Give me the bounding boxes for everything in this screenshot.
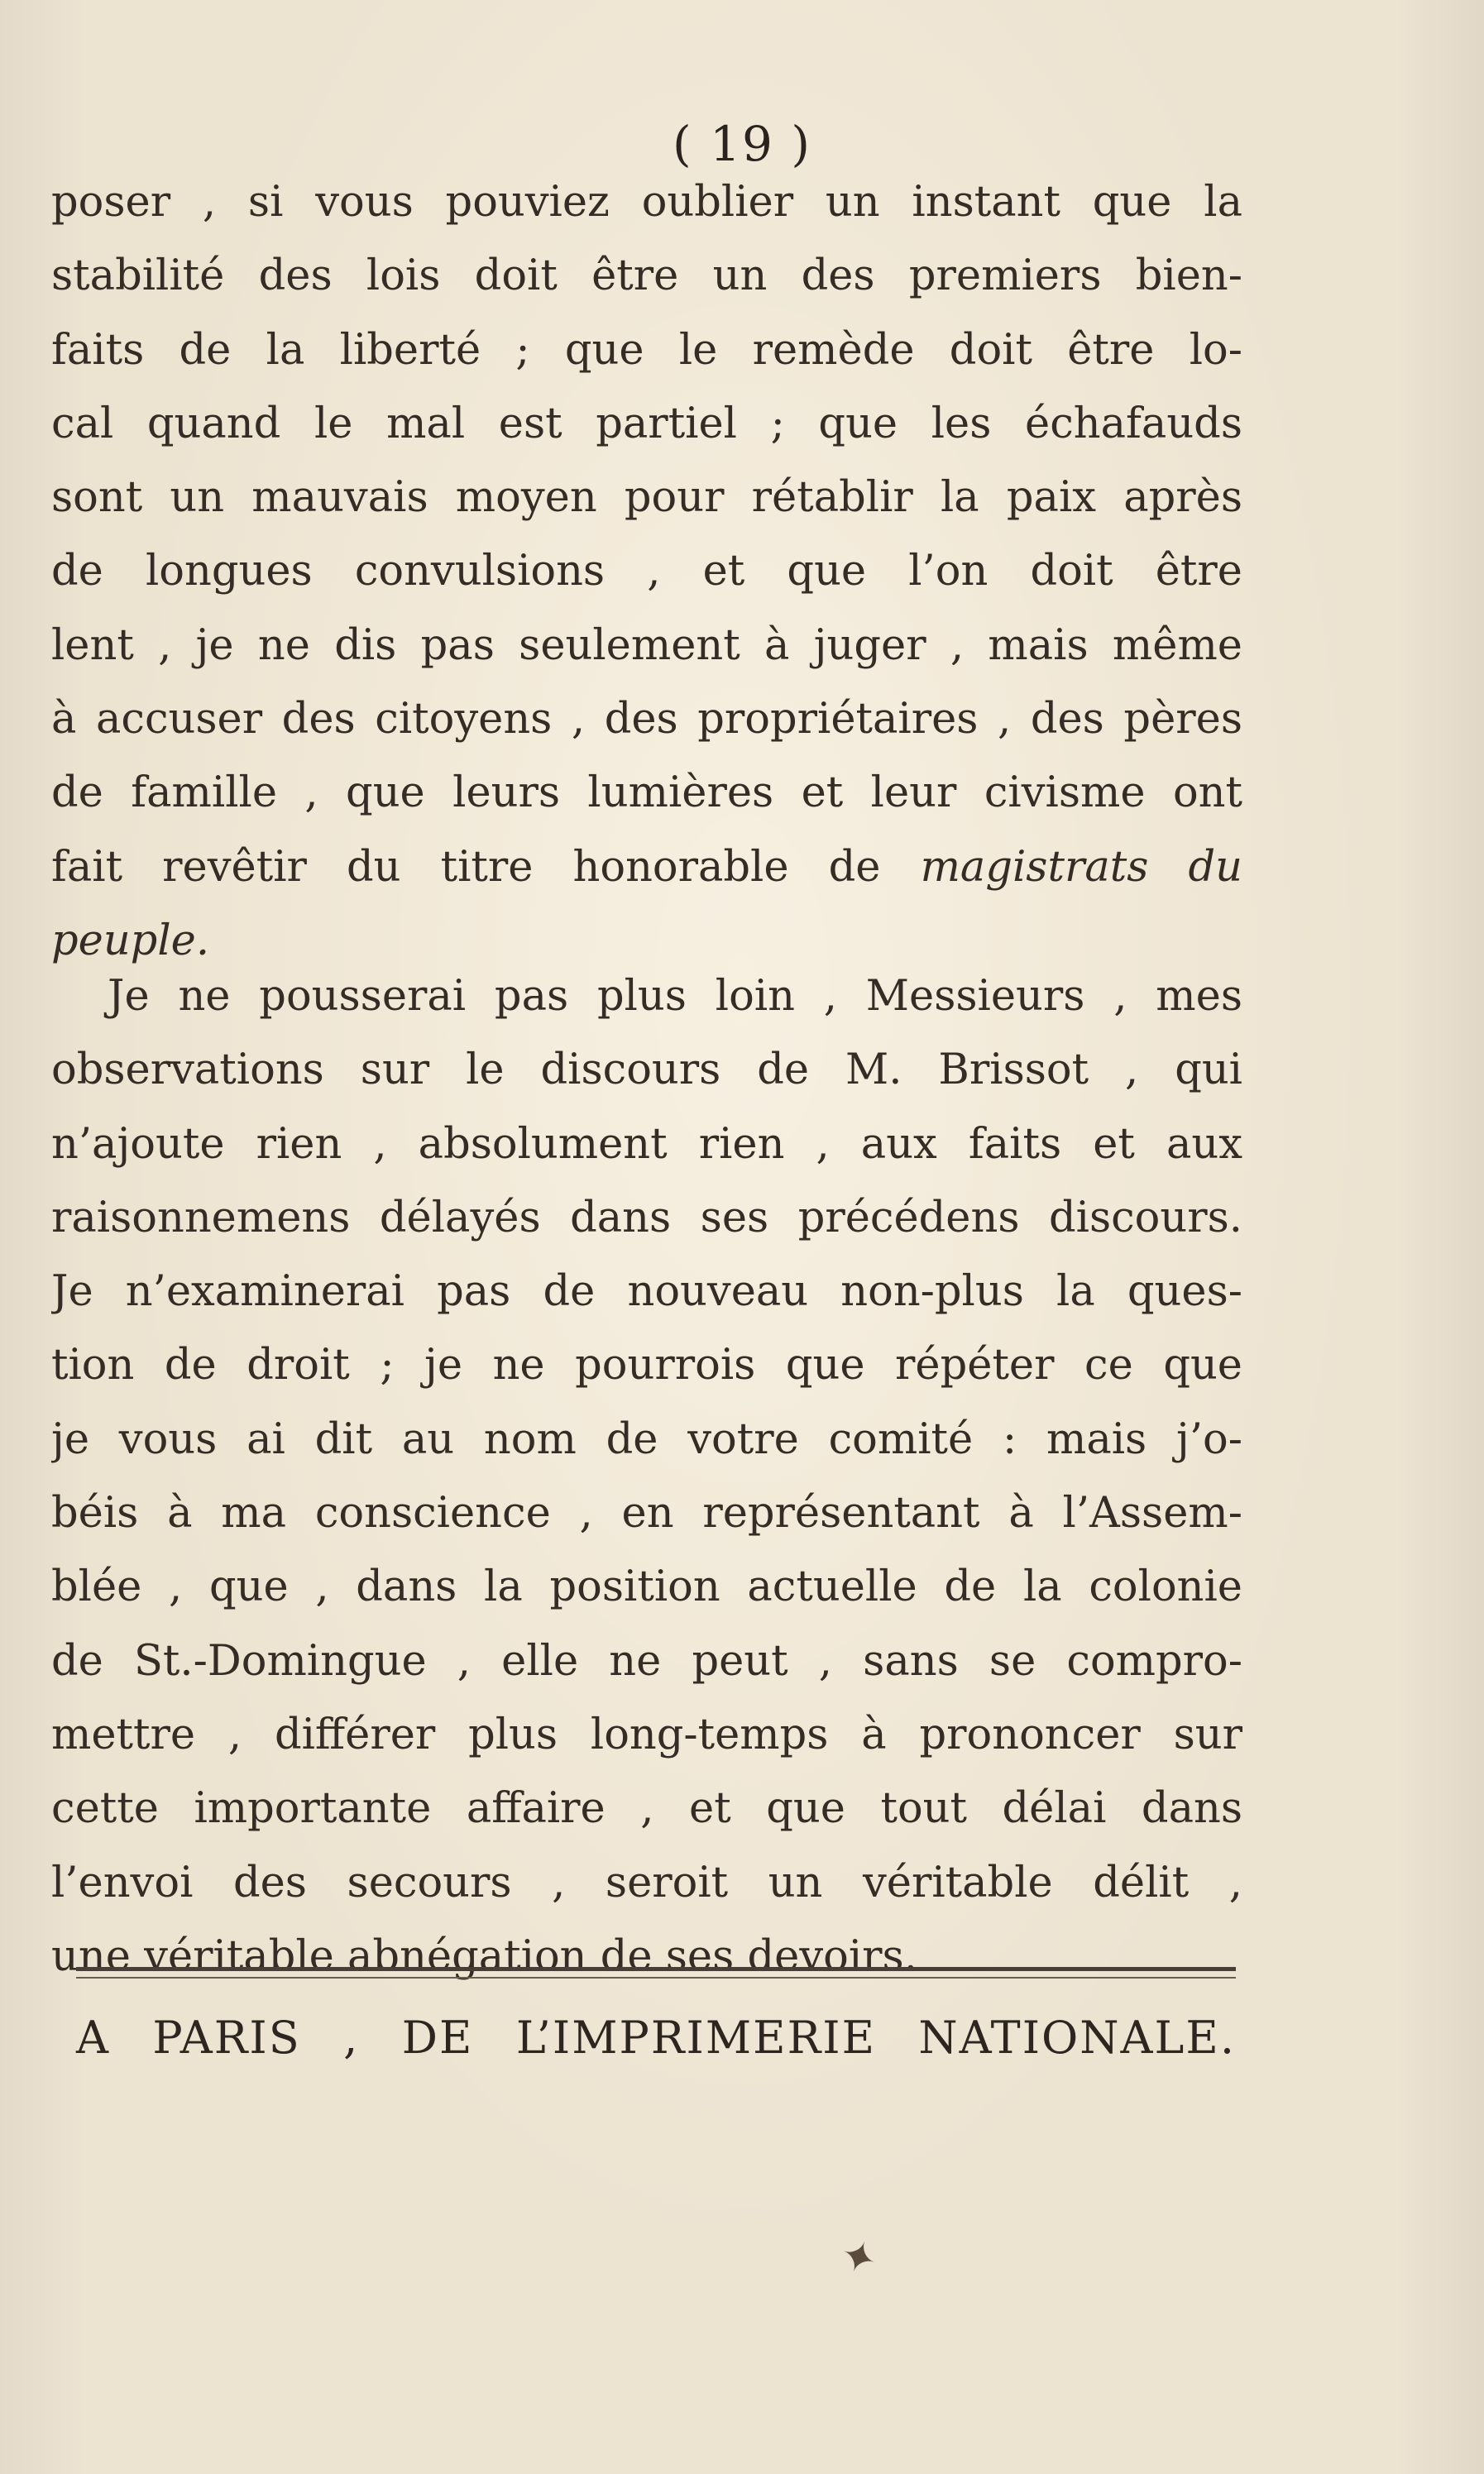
text-line: n’ajoute rien , absolument rien , aux faits et aux — [51, 1119, 1242, 1169]
text-line: sont un mauvais moyen pour rétablir la paix après — [51, 473, 1242, 523]
text-line: de famille , que leurs lumières et leur civisme ont — [51, 768, 1242, 818]
text-line: cette importante affaire , et que tout délai dans — [51, 1784, 1242, 1834]
page-number: ( 19 ) — [673, 116, 811, 172]
paragraph-1 — [51, 165, 1242, 978]
text-line-last: une véritable abnégation de ses devoirs. — [51, 1931, 917, 1981]
text-line: poser , si vous pouviez oublier un instant que la — [51, 178, 1242, 227]
text-line: lent , je ne dis pas seulement à juger , mais même — [51, 620, 1242, 670]
paragraph-2 — [51, 959, 1242, 1993]
text-line: à accuser des citoyens , des propriétaires , des pères — [51, 695, 1242, 744]
text-segment: fait revêtir du titre honorable de — [51, 842, 881, 892]
horizontal-rule-thin — [76, 1977, 1236, 1979]
text-line: béis à ma conscience , en représentant à l’Assem- — [51, 1489, 1242, 1538]
text-line: blée , que , dans la position actuelle de la colonie — [51, 1562, 1242, 1612]
italic-segment: peuple. — [51, 916, 210, 965]
text-line: cal quand le mal est partiel ; que les échafauds — [51, 399, 1242, 448]
horizontal-rule — [76, 1967, 1236, 1971]
text-line: de longues convulsions , et que l’on doit être — [51, 547, 1242, 596]
text-line: de St.-Domingue , elle ne peut , sans se compro- — [51, 1636, 1242, 1686]
text-line: stabilité des lois doit être un des premiers bien- — [51, 251, 1242, 301]
text-line: Je n’examinerai pas de nouveau non-plus la ques- — [51, 1267, 1242, 1317]
text-line-with-italic — [51, 830, 1242, 904]
text-line: raisonnemens délayés dans ses précédens discours. — [51, 1193, 1242, 1242]
text-line: mettre , différer plus long-temps à prononcer sur — [51, 1710, 1242, 1759]
text-line: Je ne pousserai pas plus loin , Messieurs , mes — [108, 972, 1242, 1021]
text-line: faits de la liberté ; que le remède doit être lo- — [51, 325, 1242, 375]
text-line: je vous ai dit au nom de votre comité : mais j’o- — [51, 1414, 1242, 1464]
text-line: tion de droit ; je ne pourrois que répéter ce que — [51, 1341, 1242, 1390]
imprint-line: A PARIS , DE L’IMPRIMERIE NATIONALE. — [76, 2012, 1236, 2064]
text-line: l’envoi des secours , seroit un véritable délit , — [51, 1858, 1242, 1907]
ink-mark-icon: ✦ — [833, 2228, 884, 2288]
text-line: observations sur le discours de M. Brissot , qui — [51, 1046, 1242, 1095]
italic-segment: magistrats du — [920, 842, 1242, 892]
